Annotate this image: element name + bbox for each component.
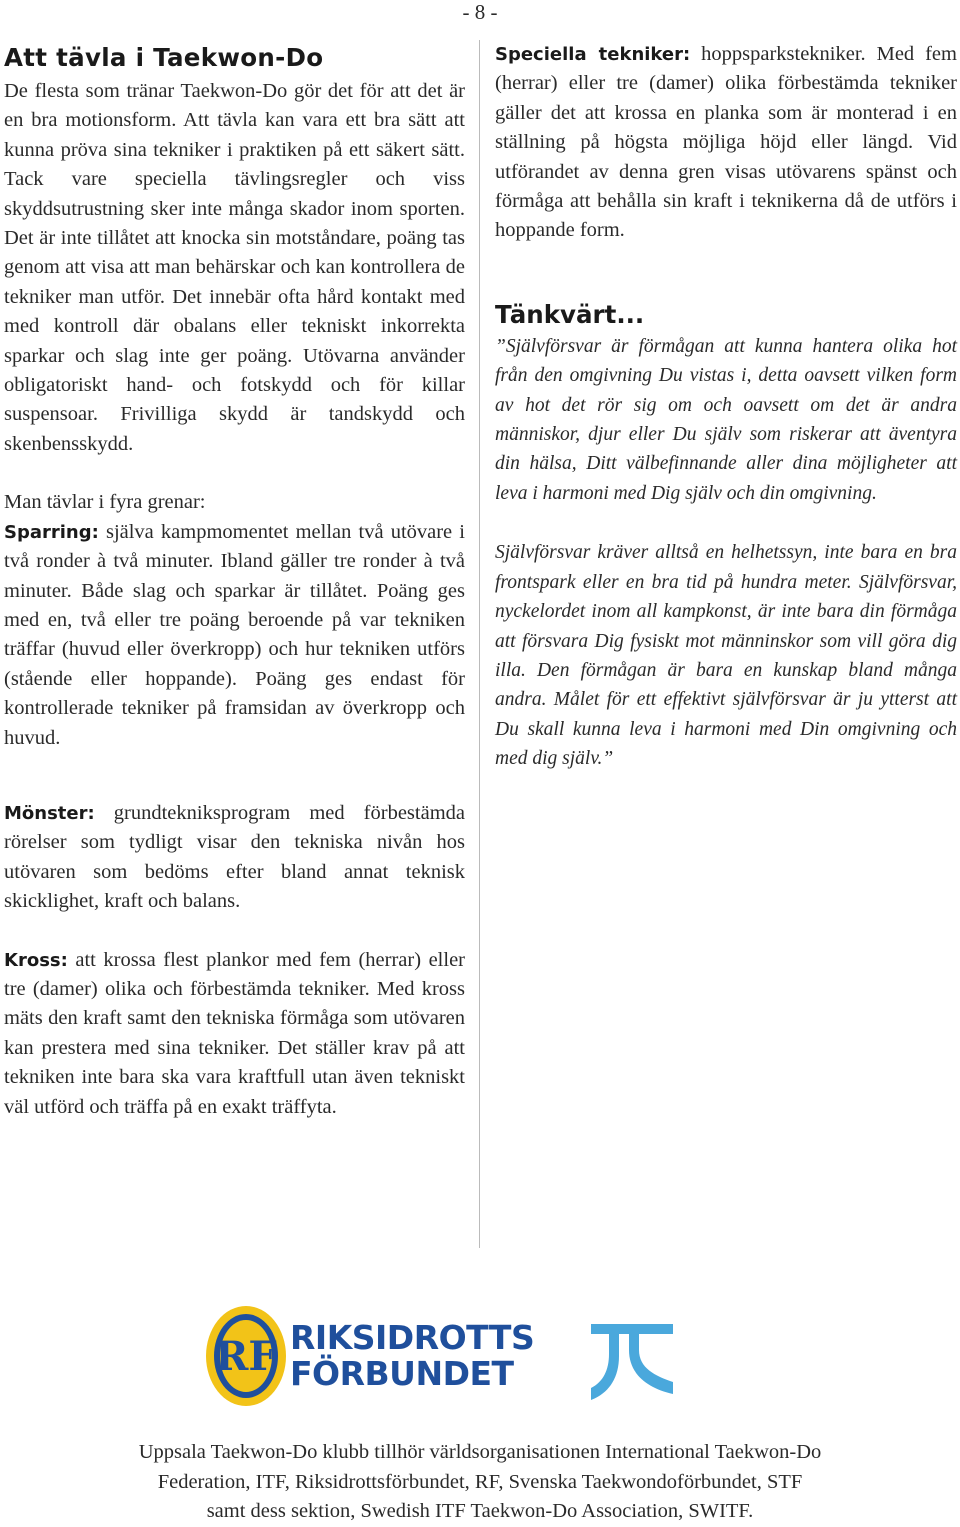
grenar-intro: Man tävlar i fyra grenar: [4, 491, 206, 514]
sparring-text: själva kampmomentet mellan två utövare i två ronder à två minuter. Ibland gäller tre ronder à två minuter. Både slag och sparkar är tillåtet. Poäng ges med en, två eller tre poäng beroende på var tekniken träffar (huvud eller överkropp) och hur tekniken utförs (stående eller hoppande). Poäng ges endast för kontrollerade tekniker på framsidan av överkropp och huvud. [4, 520, 465, 749]
speciella-paragraph [495, 40, 957, 246]
right-column [495, 40, 957, 774]
footer-line-3: samt dess sektion, Swedish ITF Taekwon-Do Association, SWITF. [206, 1500, 754, 1522]
speciella-term: Speciella tekniker: [495, 44, 691, 65]
speciella-text: hoppsparkstekniker. Med fem (herrar) eller tre (damer) olika förbestämda tekniker gäller det att krossa en planka som är monterad i en ställning på högsta möjliga höjd eller längd. Vid utförandet av denna gren visas utövarens spänst och förmåga att behålla sin kraft i teknikerna då de utförs i hoppande form. [495, 43, 957, 242]
footer-line-2: Federation, ITF, Riksidrottsförbundet, RF, Svenska Taekwondoförbundet, STF [157, 1470, 803, 1493]
monster-paragraph [4, 799, 465, 917]
footer-line-1: Uppsala Taekwon-Do klubb tillhör världsorganisationen International Taekwon-Do [138, 1441, 822, 1463]
page-number: - 8 - [462, 0, 498, 24]
tankvart-title: Tänkvärt... [495, 299, 645, 329]
kross-term: Kross: [4, 949, 68, 971]
intro-paragraph: De flesta som tränar Taekwon-Do gör det för att det är en bra motionsform. Att tävla kan vara ett bra sätt att kunna pröva sina tekniker i praktiken på ett säkert sätt. Tack vare speciella tävlingsregler och viss skyddsutrustning sker inte många skador inom sporten. Det är inte tillåtet att knocka sin motståndare, poäng tas genom att visa att man behärskar och kan kontrollera de tekniker man utför. Det innebär ofta hård kontakt med med kontroll där obalans eller tekniskt inkorrekta sparkar och slag inte ger poäng. Utövarna använder obligatoriskt hand- och fotskydd och för killar suspensoar. Frivilliga skydd är tandskydd och skenbensskydd. [4, 80, 465, 455]
kross-paragraph [4, 946, 465, 1122]
rf-wordmark-line1: RIKSIDROTTS [290, 1318, 535, 1357]
left-column [4, 40, 465, 1122]
stf-logo-icon [585, 1320, 679, 1404]
kross-text: att krossa flest plankor med fem (herrar) eller tre (damer) olika och förbestämda tekniker. Med kross mäts den kraft samt den tekniska förmåga som utövaren kan prestera med sina tekniker. Det ställer krav på att tekniken inte bara ska vara kraftfull utan även tekniskt väl utförd och träffa på en exakt träffyta. [4, 948, 465, 1118]
column-divider [479, 40, 480, 1248]
quote-paragraph-2: Självförsvar kräver alltså en helhetssyn, inte bara en bra frontspark eller en bra tid på hundra meter. Självförsvar, nyckelordet inom all kampkonst, är inte bara din förmåga att försvara Dig fysiskt mot männinskor som vill göra dig illa. Den förmågan är bara en kunskap bland många andra. Målet för ett effektivt självförsvar är ju ytterst att Du skall kunna leva i harmoni med Din omgivning och med dig själv.” [495, 542, 957, 770]
sparring-paragraph [4, 518, 465, 753]
section-title: Att tävla i Taekwon-Do [4, 43, 324, 72]
sparring-term: Sparring: [4, 521, 99, 543]
rf-emblem-icon [204, 1304, 288, 1408]
monster-text: grundtekniksprogram med förbestämda rörelser som tydligt visar den tekniska nivån hos utövaren som bedöms efter bland annat teknisk skicklighet, kraft och balans. [4, 801, 465, 913]
monster-term: Mönster: [4, 802, 95, 824]
quote-paragraph-1: ”Självförsvar är förmågan att kunna hantera olika hot från den omgivning Du vistas i, detta oavsett vilken form av hot det rör sig om och oavsett om det är andra människor, djur eller Du själv som riskerar att äventyra din hälsa, Ditt välbefinnande aller dina möjligheter att leva i harmoni med Dig själv och din omgivning. [495, 335, 957, 504]
rf-emblem-letters: RF [215, 1333, 277, 1380]
rf-wordmark-line2: FÖRBUNDET [290, 1354, 514, 1393]
footer [40, 1438, 920, 1527]
rf-wordmark [290, 1320, 534, 1392]
logos-row [0, 1298, 960, 1418]
